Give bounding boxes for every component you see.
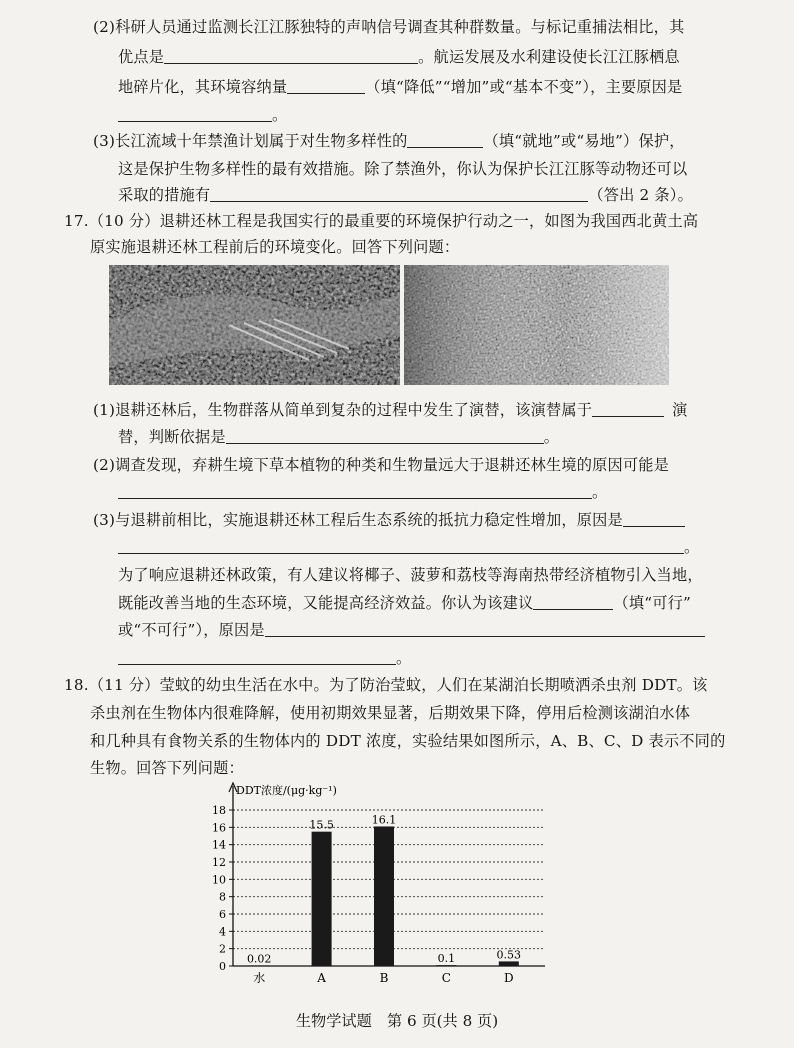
q17-p3-line3: 为了响应退耕还林政策，有人建议将椰子、菠萝和荔枝等海南热带经济植物引入当地， bbox=[118, 566, 703, 584]
before-photo bbox=[109, 265, 400, 385]
y-tick-label: 12 bbox=[212, 856, 226, 869]
q18-stem-line1: 18.（11 分）莹蚊的幼虫生活在水中。为了防治莹蚊，人们在某湖泊长期喷洒杀虫剂 DDT。该 bbox=[64, 676, 708, 694]
y-tick-label: 6 bbox=[219, 908, 226, 921]
q17-p1-line2 bbox=[118, 426, 559, 447]
category-label: C bbox=[441, 971, 451, 985]
category-labels bbox=[253, 970, 513, 985]
q17-p2-line1: (2)调查发现，弃耕生境下草本植物的种类和生物量远大于退耕还林生境的原因可能是 bbox=[93, 456, 670, 474]
q17-p3-text: （填“可行” bbox=[613, 594, 691, 612]
page-footer: 生物学试题 第 6 页(共 8 页) bbox=[295, 1012, 499, 1030]
answer-blank[interactable] bbox=[118, 663, 396, 665]
q18-stem-line2: 杀虫剂在生物体内很难降解，使用初期效果显著，后期效果下降，停用后检测该湖泊水体 bbox=[90, 704, 691, 722]
q17-p3-text: 既能改善当地的生态环境，又能提高经济效益。你认为该建议 bbox=[118, 594, 534, 612]
q16-p2-text: 地碎片化，其环境容纳量 bbox=[118, 78, 288, 96]
q17-p1-text: 替，判断依据是 bbox=[118, 428, 226, 446]
answer-blank[interactable] bbox=[118, 497, 592, 499]
q16-p2-text: 。 bbox=[272, 106, 288, 124]
answer-blank[interactable] bbox=[287, 92, 365, 94]
answer-blank[interactable] bbox=[533, 608, 613, 610]
q17-p3-line6 bbox=[118, 647, 411, 668]
ddt-bar-chart bbox=[200, 778, 560, 990]
q16-p2-line2 bbox=[118, 46, 680, 67]
answer-blank[interactable] bbox=[118, 552, 684, 554]
q16-p2-text: 。航运发展及水利建设使长江江豚栖息 bbox=[418, 48, 680, 66]
y-tick-label: 14 bbox=[212, 838, 226, 852]
q16-p3-text: 采取的措施有 bbox=[118, 186, 211, 204]
bar-水 bbox=[249, 965, 269, 966]
bar-C bbox=[436, 965, 456, 966]
value-label: 0.53 bbox=[496, 948, 522, 962]
q17-p3-line1 bbox=[93, 509, 685, 530]
y-tick-label: 10 bbox=[212, 873, 226, 887]
answer-blank[interactable] bbox=[265, 635, 705, 637]
answer-blank[interactable] bbox=[407, 146, 483, 148]
q16-p2-text: （填“降低”“增加”或“基本不变”），主要原因是 bbox=[365, 78, 683, 96]
q17-p1-line1 bbox=[93, 399, 688, 420]
y-axis-label: DDT浓度/(μg·kg⁻¹) bbox=[236, 784, 337, 797]
q16-p2-text: 优点是 bbox=[118, 48, 165, 66]
q16-p3-line2: 这是保护生物多样性的最有效措施。除了禁渔外，你认为保护长江江豚等动物还可以 bbox=[118, 160, 688, 178]
q16-p3-text: （答出 2 条）。 bbox=[588, 186, 693, 204]
y-tick-label: 4 bbox=[219, 925, 226, 939]
value-label: 0.02 bbox=[246, 952, 272, 966]
q18-stem-line3: 和几种具有食物关系的生物体内的 DDT 浓度，实验结果如图所示，A、B、C、D 表示不同的 bbox=[90, 732, 726, 750]
answer-blank[interactable] bbox=[592, 415, 664, 417]
q18-stem-line4: 生物。回答下列问题： bbox=[90, 759, 244, 777]
q17-p3-text: 或“不可行”），原因是 bbox=[118, 621, 265, 639]
q16-p3-text: (3)长江流域十年禁渔计划属于对生物多样性的 bbox=[93, 132, 408, 150]
q17-p3-line2 bbox=[118, 536, 699, 557]
after-landscape-image bbox=[404, 265, 669, 385]
q17-p3-text: (3)与退耕前相比，实施退耕还林工程后生态系统的抵抗力稳定性增加，原因是 bbox=[93, 511, 623, 529]
after-photo bbox=[404, 265, 669, 385]
q16-p3-line3 bbox=[118, 184, 693, 205]
q16-p2-line1: (2)科研人员通过监测长江江豚独特的声呐信号调查其种群数量。与标记重捕法相比，其 bbox=[93, 18, 685, 36]
value-label: 0.1 bbox=[437, 952, 456, 966]
category-label: A bbox=[317, 971, 326, 985]
q17-p1-text: (1)退耕还林后，生物群落从简单到复杂的过程中发生了演替，该演替属于 bbox=[93, 401, 593, 419]
bar-D bbox=[499, 961, 519, 966]
bar-B bbox=[374, 826, 394, 966]
category-label: 水 bbox=[253, 971, 266, 985]
y-tick-label: 18 bbox=[212, 804, 226, 817]
q16-p2-line3 bbox=[118, 76, 682, 97]
value-label: 15.5 bbox=[309, 818, 334, 832]
q16-p3-line1 bbox=[93, 130, 685, 151]
y-tick-labels bbox=[212, 804, 226, 973]
q16-p3-text: （填“就地”或“易地”）保护， bbox=[483, 132, 685, 150]
answer-blank[interactable] bbox=[118, 120, 272, 122]
q17-p2-line2 bbox=[118, 481, 607, 502]
category-label: B bbox=[379, 971, 389, 985]
q16-p2-line4 bbox=[118, 104, 287, 125]
category-label: D bbox=[503, 971, 514, 985]
y-tick-label: 0 bbox=[219, 960, 226, 973]
q17-p1-text: 演 bbox=[672, 401, 688, 419]
y-tick-label: 16 bbox=[212, 821, 226, 835]
value-label: 16.1 bbox=[371, 813, 397, 827]
q17-stem-line2: 原实施退耕还林工程前后的环境变化。回答下列问题： bbox=[90, 238, 460, 256]
q17-p3-line5 bbox=[118, 619, 705, 640]
before-landscape-image bbox=[109, 265, 400, 385]
q17-stem-line1: 17.（10 分）退耕还林工程是我国实行的最重要的环境保护行动之一，如图为我国西北黄土高 bbox=[64, 212, 699, 230]
answer-blank[interactable] bbox=[623, 525, 685, 527]
answer-blank[interactable] bbox=[226, 442, 544, 444]
answer-blank[interactable] bbox=[164, 62, 418, 64]
bar-A bbox=[312, 832, 332, 966]
q17-p3-line4 bbox=[118, 592, 691, 613]
q17-p2-text: 。 bbox=[592, 483, 608, 501]
answer-blank[interactable] bbox=[210, 200, 588, 202]
q17-p3-text: 。 bbox=[684, 538, 700, 556]
y-tick-label: 8 bbox=[219, 890, 226, 904]
q17-p3-text: 。 bbox=[396, 649, 412, 667]
q17-p1-text: 。 bbox=[543, 428, 560, 446]
y-tick-label: 2 bbox=[219, 942, 226, 956]
